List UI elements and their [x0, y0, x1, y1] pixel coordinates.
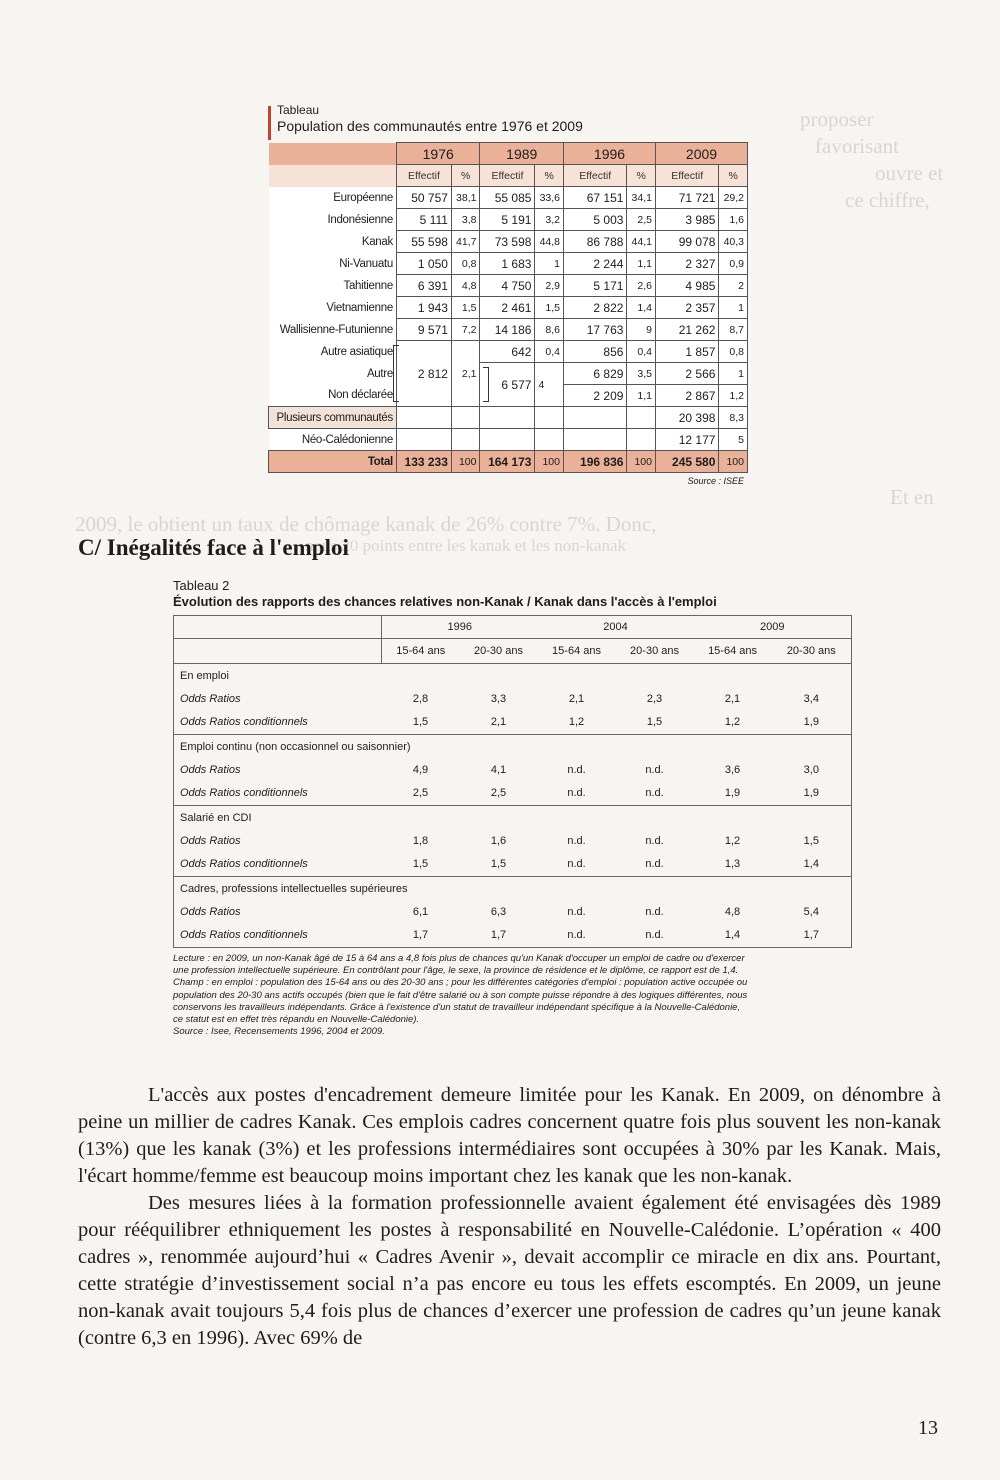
cell-value: 1,4 [724, 929, 741, 942]
body-text [78, 1082, 941, 1352]
cell-value: 1,2 [568, 716, 585, 729]
group-title: Emploi continu (non occasionnel ou saisonnier) [174, 735, 852, 759]
row-label: Européenne [269, 187, 397, 209]
sub-header: % [627, 165, 656, 187]
cell-value: 2 357 [655, 297, 718, 319]
bleed-through-2: favorisant [815, 134, 899, 158]
cell-pct: 4,8 [451, 275, 480, 297]
cell-value: 67 151 [564, 187, 627, 209]
cell-value: 20 398 [655, 407, 718, 429]
note-line: une profession intellectuelle supérieure. En contrôlant pour l'âge, le sexe, la province de résidence et le diplôme, ce rapport est de 1,4. [173, 965, 739, 977]
year-header: 1989 [480, 143, 564, 165]
cell-pct: 1,5 [451, 297, 480, 319]
caption-accent-bar [268, 106, 271, 140]
cell-value: 196 836 [564, 451, 627, 473]
table2-notes [173, 953, 853, 1038]
cell-value: n.d. [567, 929, 586, 942]
year-header: 2009 [655, 143, 747, 165]
cell-value: n.d. [645, 929, 664, 942]
table-row [269, 275, 748, 297]
table-row [174, 687, 852, 711]
cell-value: 1,2 [724, 834, 741, 847]
cell-pct: 0,8 [451, 253, 480, 275]
cell-value: 2 566 [655, 363, 718, 385]
table-row [174, 711, 852, 735]
sub-header: Effectif [480, 165, 535, 187]
cell-value: 3,0 [803, 763, 819, 776]
cell-pct: 9 [627, 319, 656, 341]
cell-pct: 100 [451, 451, 480, 473]
cell-value: 6,3 [490, 905, 507, 918]
cell-pct: 5 [719, 429, 748, 451]
year-header: 1996 [564, 143, 656, 165]
cell-value: 1,5 [490, 858, 507, 871]
age-header: 15-64 ans [552, 645, 601, 657]
cell-value: 55 085 [480, 187, 535, 209]
paragraph: Des mesures liées à la formation professionnelle avaient également été envisagées dès 1989 pour rééquilibrer ethniquement les postes à responsabilité en Nouvelle-Calédonie. L’opération « 400 cadres », renommée aujourd’hui « Cadres Avenir », devait accomplir ce miracle en dix ans. Pourtant, cette stratégie d’investissement social n’a pas encore eu tous les effets escomptés. En 2009, un jeune non-kanak avait toujours 5,4 fois plus de chances d’exercer une profession de cadres qu’un jeune kanak (contre 6,3 en 1996). Avec 69% de [78, 1192, 941, 1349]
cell-pct: 8,7 [719, 319, 748, 341]
cell-pct: 1,1 [627, 253, 656, 275]
row-label: Total [269, 451, 397, 473]
age-header: 20-30 ans [786, 645, 836, 657]
row-label: Odds Ratios conditionnels [180, 858, 308, 871]
cell-value: 1 050 [396, 253, 451, 275]
row-label: Indonésienne [269, 209, 397, 231]
row-label: Odds Ratios [180, 692, 241, 705]
cell-pct: 7,2 [451, 319, 480, 341]
note-line: ce statut est en effet très répandu en Nouvelle-Calédonie). [173, 1014, 420, 1026]
cell-pct: 0,9 [719, 253, 748, 275]
cell-value: 2 209 [564, 385, 627, 407]
cell-pct: 1 [719, 297, 748, 319]
cell-value: n.d. [567, 787, 586, 800]
cell-value: n.d. [645, 905, 664, 918]
row-label: Plusieurs communautés [269, 407, 397, 429]
note-line: population des 20-30 ans actifs occupés (bien que le fait d'être salarié ou à son compte puisse répondre à des logiques différentes, nous [173, 989, 748, 1001]
group-header-row [174, 664, 852, 688]
table-row [174, 758, 852, 782]
cell-value: 5,4 [803, 905, 819, 918]
group-title: En emploi [174, 664, 852, 688]
table1-source: Source : ISEE [687, 476, 744, 486]
cell-value: 73 598 [480, 231, 535, 253]
age-header: 20-30 ans [474, 645, 523, 657]
cell-value: 55 598 [396, 231, 451, 253]
table1-label: Tableau [277, 103, 320, 117]
cell-pct: 2,9 [535, 275, 564, 297]
cell-pct: 29,2 [719, 187, 748, 209]
section-heading: C/ Inégalités face à l'emploi [78, 535, 349, 560]
table2-body [174, 664, 852, 948]
cell-pct: 3,5 [627, 363, 656, 385]
cell-value: 2,1 [490, 716, 507, 729]
cell-value: 2 461 [480, 297, 535, 319]
table-row [269, 209, 748, 231]
cell-pct: 34,1 [627, 187, 656, 209]
age-header: 15-64 ans [382, 639, 460, 664]
cell-value: n.d. [567, 763, 586, 776]
cell-pct: 1 [719, 363, 748, 385]
table1-year-row [269, 143, 748, 165]
cell-value: 2,8 [412, 692, 429, 705]
cell-value: 3,3 [490, 692, 507, 705]
cell-pct: 8,3 [719, 407, 748, 429]
table-row [269, 407, 748, 429]
table2-label: Tableau 2 [173, 578, 230, 593]
table1-subheader-row [269, 165, 748, 187]
cell-value: 17 763 [564, 319, 627, 341]
table-row [174, 853, 852, 877]
cell-value: 164 173 [480, 451, 535, 473]
cell-value: n.d. [645, 763, 664, 776]
cell-value: 6 391 [396, 275, 451, 297]
cell-value: 3,6 [724, 763, 741, 776]
cell-value: 1,9 [724, 787, 741, 800]
cell-value: 86 788 [564, 231, 627, 253]
cell-value: 2,1 [724, 692, 741, 705]
table-row [174, 829, 852, 853]
cell-value: 2 327 [655, 253, 718, 275]
cell-value: 1,7 [490, 929, 507, 942]
cell-value: 1,2 [724, 716, 741, 729]
cell-value: n.d. [567, 905, 586, 918]
cell-value: 4 750 [480, 275, 535, 297]
cell-pct: 1,4 [627, 297, 656, 319]
age-header: 20-30 ans [630, 645, 679, 657]
cell-value: 1,9 [803, 716, 819, 729]
row-label: Odds Ratios conditionnels [180, 716, 308, 729]
cell-pct: 100 [719, 451, 748, 473]
cell-value: 1,7 [412, 929, 429, 942]
cell-pct: 1 [535, 253, 564, 275]
row-label: Odds Ratios conditionnels [180, 787, 308, 800]
cell-pct: 4 [535, 363, 564, 407]
cell-value: n.d. [645, 858, 664, 871]
sub-header: Effectif [564, 165, 627, 187]
row-label: Autre [269, 363, 397, 385]
group-header-row [174, 735, 852, 759]
cell-value: 4,9 [412, 763, 429, 776]
cell-value: 133 233 [396, 451, 451, 473]
cell-value: 2 812 [417, 366, 448, 381]
cell-value: 1,7 [803, 929, 819, 942]
table-row [269, 319, 748, 341]
cell-pct: 1,6 [719, 209, 748, 231]
bleed-through-5: Et en [890, 485, 934, 509]
sub-header: % [451, 165, 480, 187]
cell-value: 856 [564, 341, 627, 363]
cell-pct: 100 [627, 451, 656, 473]
year-header: 1996 [382, 616, 538, 639]
cell-value: n.d. [567, 858, 586, 871]
row-label: Néo-Calédonienne [269, 429, 397, 451]
row-label: Non déclarée [269, 385, 397, 407]
table-row [174, 900, 852, 924]
cell-value: 3,4 [803, 692, 819, 705]
cell-value: 2 822 [564, 297, 627, 319]
cell-value: 245 580 [655, 451, 718, 473]
cell-pct: 33,6 [535, 187, 564, 209]
cell-value: 6,1 [412, 905, 429, 918]
sub-header: % [719, 165, 748, 187]
cell-pct: 0,4 [627, 341, 656, 363]
cell-value: 12 177 [655, 429, 718, 451]
table-row [269, 187, 748, 209]
cell-value: 50 757 [396, 187, 451, 209]
cell-value: 1 857 [655, 341, 718, 363]
cell-value: 2,3 [646, 692, 663, 705]
row-label: Tahitienne [269, 275, 397, 297]
cell-value: 5 171 [564, 275, 627, 297]
cell-value: 71 721 [655, 187, 718, 209]
odds-ratio-table-block [173, 578, 853, 1038]
table-row [174, 782, 852, 806]
paragraph: L'accès aux postes d'encadrement demeure limitée pour les Kanak. En 2009, on dénombre à peine un millier de cadres Kanak. Ces emplois cadres concernent quatre fois plus souvent les non-kanak (13%) que les kanak (3%) et les professions intermédiaires sont occupées à 30% par les Kanak. Mais, l'écart homme/femme est beaucoup moins important chez les kanak que les non-kanak. [78, 1084, 941, 1187]
year-header: 1976 [396, 143, 480, 165]
row-label: Odds Ratios [180, 763, 241, 776]
cell-value: 6 829 [564, 363, 627, 385]
cell-value: 642 [480, 341, 535, 363]
cell-pct: 1,1 [627, 385, 656, 407]
sub-header: Effectif [396, 165, 451, 187]
cell-value: n.d. [645, 834, 664, 847]
cell-value: 2 867 [655, 385, 718, 407]
cell-pct: 44,8 [535, 231, 564, 253]
cell-pct: 8,6 [535, 319, 564, 341]
table2-title: Évolution des rapports des chances relatives non-Kanak / Kanak dans l'accès à l'emploi [173, 594, 717, 609]
bracket-icon [393, 345, 399, 402]
cell-pct: 3,2 [535, 209, 564, 231]
table-row [269, 341, 748, 363]
cell-value: 1,5 [646, 716, 663, 729]
row-label: Odds Ratios [180, 834, 241, 847]
cell-value: 3 985 [655, 209, 718, 231]
table-row [269, 363, 748, 385]
note-line: Champ : en emploi : population des 15-64 ans ou des 20-30 ans ; pour les différentes catégories d'emploi : population active occupée ou [173, 977, 748, 989]
table-row [174, 924, 852, 948]
cell-value: 1,9 [803, 787, 819, 800]
cell-value: 21 262 [655, 319, 718, 341]
cell-value: 1,4 [803, 858, 819, 871]
population-table-block [268, 103, 750, 486]
row-label: Kanak [269, 231, 397, 253]
cell-value: 5 111 [396, 209, 451, 231]
cell-value: 2 244 [564, 253, 627, 275]
table-row [269, 253, 748, 275]
cell-value: 2,5 [412, 787, 429, 800]
row-label: Ni-Vanuatu [269, 253, 397, 275]
cell-pct: 2,6 [627, 275, 656, 297]
odds-ratio-table [173, 615, 852, 948]
cell-value: 5 191 [480, 209, 535, 231]
note-line: conservons les travailleurs indépendants. Grâce à l'existence d'un statut de travailleur indépendant spécifique à la Nouvelle-Calédonie, [173, 1001, 741, 1013]
cell-value: 1 943 [396, 297, 451, 319]
cell-pct: 44,1 [627, 231, 656, 253]
cell-value: 99 078 [655, 231, 718, 253]
bleed-through-4: ce chiffre, [845, 188, 930, 212]
cell-pct: 1,2 [719, 385, 748, 407]
page-number: 13 [918, 1417, 938, 1439]
cell-pct: 2 [719, 275, 748, 297]
cell-pct: 3,8 [451, 209, 480, 231]
age-header: 15-64 ans [708, 645, 757, 657]
cell-pct: 0,8 [719, 341, 748, 363]
cell-value: 5 003 [564, 209, 627, 231]
table1-main-rows [269, 187, 748, 341]
merged-cell-1989 [480, 363, 535, 407]
cell-value: 2,5 [490, 787, 507, 800]
bleed-through-6: 2009, le obtient un taux de chômage kanak de 26% contre 7%. Donc, [75, 512, 657, 536]
cell-value: 14 186 [480, 319, 535, 341]
cell-value: 1,5 [803, 834, 819, 847]
note-line: Lecture : en 2009, un non-Kanak âgé de 15 à 64 ans a 4,8 fois plus de chances qu'un Kanak d'occuper un emploi de cadre ou d'exercer [173, 953, 745, 964]
group-title: Cadres, professions intellectuelles supérieures [174, 877, 852, 901]
group-header-row [174, 877, 852, 901]
cell-value: 4,8 [724, 905, 741, 918]
table1-title: Population des communautés entre 1976 et 2009 [277, 118, 583, 134]
sub-header: % [535, 165, 564, 187]
row-label: Odds Ratios conditionnels [180, 929, 308, 942]
cell-value: 9 571 [396, 319, 451, 341]
table2-age-row [174, 639, 852, 664]
note-line: Source : Isee, Recensements 1996, 2004 et 2009. [173, 1026, 385, 1038]
table2-year-row [174, 616, 852, 639]
group-header-row [174, 806, 852, 830]
bleed-through-7: nous 20 points entre les kanak et les non-kanak [305, 536, 627, 555]
year-header: 2009 [694, 616, 852, 639]
table-row [269, 429, 748, 451]
cell-value: n.d. [645, 787, 664, 800]
cell-value: 1,5 [412, 716, 429, 729]
cell-pct: 38,1 [451, 187, 480, 209]
cell-value: 2,1 [568, 692, 585, 705]
bleed-through-1: proposer [800, 107, 874, 131]
population-table [268, 142, 748, 473]
cell-pct: 41,7 [451, 231, 480, 253]
row-label: Vietnamienne [269, 297, 397, 319]
cell-pct: 40,3 [719, 231, 748, 253]
row-label: Odds Ratios [180, 905, 241, 918]
cell-value: 1,8 [412, 834, 429, 847]
group-title: Salarié en CDI [174, 806, 852, 830]
row-label: Wallisienne-Futunienne [269, 319, 397, 341]
merged-cell-1976 [396, 341, 451, 407]
row-label: Autre asiatique [269, 341, 397, 363]
cell-value: 1,6 [490, 834, 507, 847]
cell-value: n.d. [567, 834, 586, 847]
cell-value: 6 577 [501, 377, 532, 392]
total-row [269, 451, 748, 473]
cell-value: 1 683 [480, 253, 535, 275]
bracket-icon [483, 367, 489, 402]
cell-pct: 2,1 [451, 341, 480, 407]
cell-value: 1,5 [412, 858, 429, 871]
cell-pct: 100 [535, 451, 564, 473]
table-row [269, 297, 748, 319]
cell-value: 1,3 [724, 858, 741, 871]
cell-pct: 1,5 [535, 297, 564, 319]
cell-value: 4 985 [655, 275, 718, 297]
cell-pct: 2,5 [627, 209, 656, 231]
bleed-through-3: ouvre et [875, 161, 944, 185]
cell-value: 4,1 [490, 763, 507, 776]
sub-header: Effectif [655, 165, 718, 187]
cell-pct: 0,4 [535, 341, 564, 363]
year-header: 2004 [538, 616, 694, 639]
table-row [269, 231, 748, 253]
